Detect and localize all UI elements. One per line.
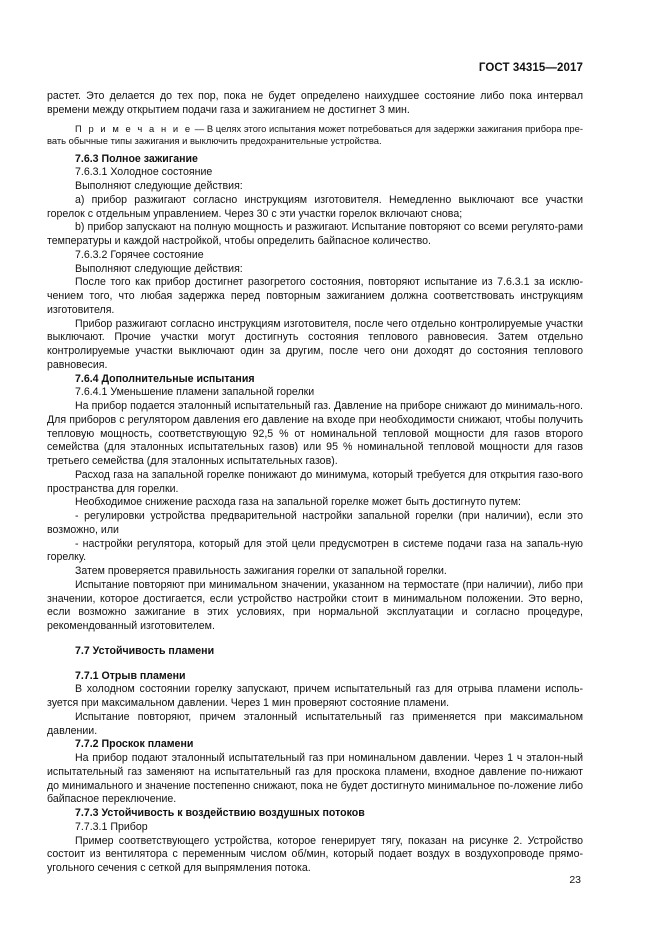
section-heading: 7.7 Устойчивость пламени	[75, 644, 215, 657]
paragraph: После того как прибор достигнет разогретого состояния, повторяют испытание из 7.6.3.1 за исклю-чением того, что любая задержка перед повторным зажиганием должна соответствовать инструкциям изготовителя.	[47, 276, 583, 316]
standard-header: ГОСТ 34315—2017	[478, 62, 583, 74]
paragraph: Испытание повторяют, причем эталонный испытательный газ применяется при максимальном давлении.	[47, 710, 583, 737]
page-number: 23	[569, 874, 581, 886]
paragraph: В холодном состоянии горелку запускают, причем испытательный газ для отрыва пламени исполь-зуется при максимальном давлении. Через 1 мин проверяют состояние пламени.	[47, 683, 583, 709]
document-body	[47, 90, 583, 876]
paragraph: Выполняют следующие действия:	[75, 262, 243, 275]
section-heading: 7.7.1 Отрыв пламени	[75, 669, 186, 682]
subsection-title: 7.7.3.1 Прибор	[75, 820, 148, 833]
section-heading: 7.7.2 Проскок пламени	[75, 738, 194, 751]
section-heading: 7.6.3 Полное зажигание	[75, 152, 198, 165]
paragraph: Пример соответствующего устройства, которое генерирует тягу, показан на рисунке 2. Устройство состоит из вентилятора с переменным числом об/мин, который подает воздух в воздухопроводе прямо-угольного сечения с сеткой для выпрямления потока.	[47, 834, 583, 874]
section-heading: 7.7.3 Устойчивость к воздействию воздушных потоков	[75, 807, 365, 819]
subsection-title: 7.6.4.1 Уменьшение пламени запальной горелки	[75, 386, 315, 399]
list-item: - регулировки устройства предварительной настройки запальной горелки (при наличии), если это возможно, или	[47, 510, 583, 536]
paragraph: Выполняют следующие действия:	[75, 180, 243, 192]
paragraph: На прибор подается эталонный испытательный газ. Давление на приборе снижают до минималь-ного. Для приборов с регулятором давления его давление на входе при необходимости снижают, чтобы получить тепловую мощность, соответствующую 92,5 % от номинальной тепловой мощности для газов второго семейства (для эталонных испытательных газов) или 95 % номинальной тепловой мощности для газов третьего семейства (для эталонных испытательных газов).	[47, 400, 583, 467]
note-label: П р и м е ч а н и е	[75, 122, 193, 134]
paragraph: Расход газа на запальной горелке понижают до минимума, который требуется для открытия газо-вого пространства для горелки.	[47, 468, 583, 495]
subsection-title: 7.6.3.1 Холодное состояние	[75, 166, 213, 179]
section-heading: 7.6.4 Дополнительные испытания	[75, 372, 255, 385]
paragraph: Прибор разжигают согласно инструкциям изготовителя, после чего отдельно контролируемые участки выключают. Прочие участки могут достигнуть состояния теплового равновесия. Затем отдельно контролируемые участки выключают один за другим, после чего они доходят до состояния теплового равновесия.	[47, 317, 583, 371]
paragraph: растет. Это делается до тех пор, пока не будет определено наихудшее состояние либо пока интервал времени между открытием подачи газа и зажиганием не достигнет 3 мин.	[47, 90, 583, 116]
list-item: а) прибор разжигают согласно инструкциям изготовителя. Немедленно выключают все участки горелок с отдельным управлением. Через 30 с эти участки горелок включают снова;	[47, 193, 583, 220]
paragraph: Затем проверяется правильность зажигания горелки от запальной горелки.	[75, 565, 447, 577]
note-text: — В целях этого испытания может потребоваться для задержки зажигания прибора пре-вать обычные типы зажигания и выключить предохранительные устройства.	[47, 122, 583, 146]
list-item: b) прибор запускают на полную мощность и разжигают. Испытание повторяют со всеми регулято-рами температуры и каждой настройкой, чтобы определить байпасное количество.	[47, 221, 583, 247]
paragraph: Испытание повторяют при минимальном значении, указанном на термостате (при наличии), либо при значении, которое достигается, если устройство настройки стоит в минимальном положении. Это верно, если возможно зажигание в этих условиях, при нормальной эксплуатации и согласно процедуре, рекомендованный изготовителем.	[47, 578, 583, 632]
subsection-title: 7.6.3.2 Горячее состояние	[75, 248, 204, 261]
paragraph: На прибор подают эталонный испытательный газ при номинальном давлении. Через 1 ч эталон-ный испытательный газ заменяют на испытательный газ для проскока пламени, входное давление по-нижают до минимального и значение постепенно снижают, пока не будет достигнуто минимальное по-ложение либо байпасное переключение.	[47, 752, 583, 806]
list-item: - настройки регулятора, который для этой цели предусмотрен в системе подачи газа на запаль-ную горелку.	[47, 537, 583, 564]
paragraph: Необходимое снижение расхода газа на запальной горелке может быть достигнуто путем:	[75, 496, 521, 509]
note	[47, 123, 583, 148]
